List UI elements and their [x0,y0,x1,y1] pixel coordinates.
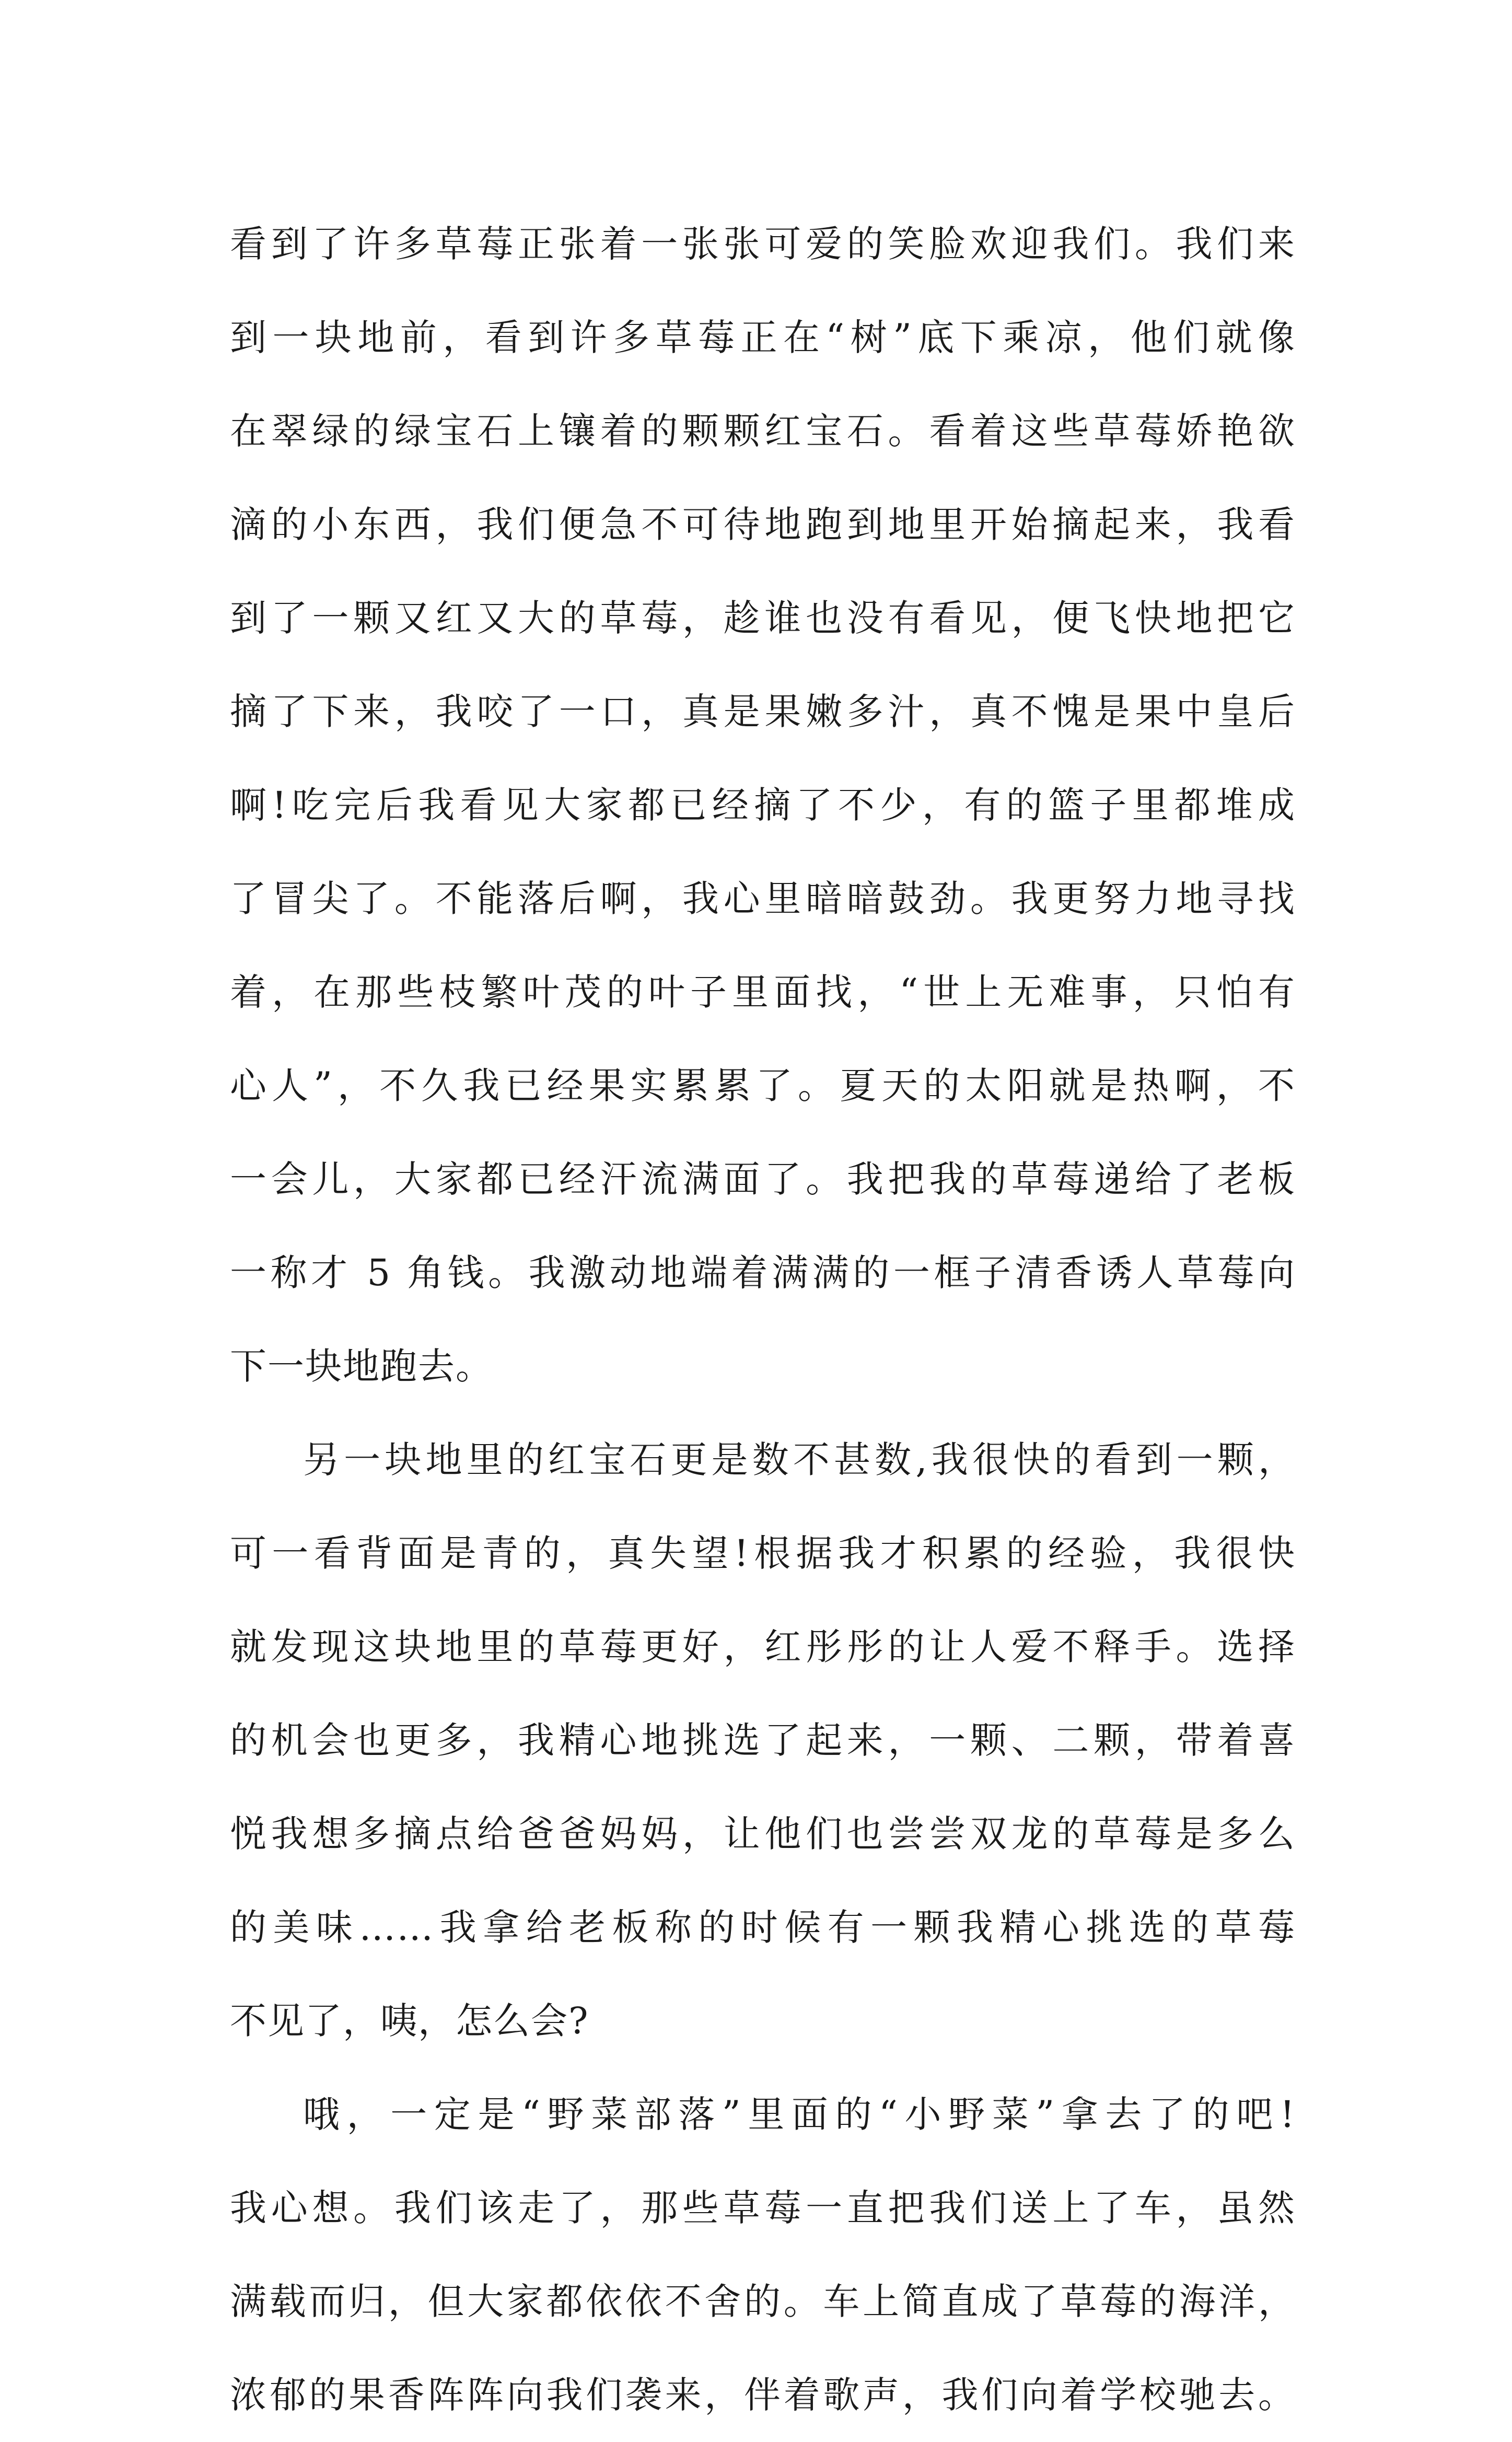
paragraph-3-line: 我心想。我们该走了，那些草莓一直把我们送上了车，虽然 [230,2187,1296,2229]
paragraph-2-line: 的美味……我拿给老板称的时候有一颗我精心挑选的草莓 [230,1906,1296,1949]
paragraph-1-line: 滴的小东西，我们便急不可待地跑到地里开始摘起来，我看 [230,503,1296,546]
document-body [230,197,1296,2442]
paragraph-2-line: 另一块地里的红宝石更是数不甚数,我很快的看到一颗， [303,1438,1296,1481]
paragraph-3-line: 浓郁的果香阵阵向我们袭来，伴着歌声，我们向着学校驰去。 [230,2374,1296,2416]
paragraph-2-line: 不见了，咦，怎么会? [230,1999,589,2042]
paragraph-2-line: 就发现这块地里的草莓更好，红彤彤的让人爱不释手。选择 [230,1625,1296,1668]
paragraph-1-line: 下一块地跑去。 [230,1345,493,1388]
paragraph-1-line: 了冒尖了。不能落后啊，我心里暗暗鼓劲。我更努力地寻找 [230,877,1296,920]
paragraph-3-line: 哦，一定是“野菜部落”里面的“小野菜”拿去了的吧! [303,2093,1296,2136]
paragraph-3-line: 满载而归，但大家都依依不舍的。车上简直成了草莓的海洋， [230,2280,1296,2323]
paragraph-2-line: 可一看背面是青的，真失望!根据我才积累的经验，我很快 [230,1532,1296,1575]
paragraph-1-line: 一称才 5 角钱。我激动地端着满满的一框子清香诱人草莓向 [230,1251,1296,1294]
paragraph-2-line: 悦我想多摘点给爸爸妈妈，让他们也尝尝双龙的草莓是多么 [230,1812,1296,1855]
paragraph-1-line: 到了一颗又红又大的草莓，趁谁也没有看见，便飞快地把它 [230,597,1296,639]
paragraph-1-line: 看到了许多草莓正张着一张张可爱的笑脸欢迎我们。我们来 [230,223,1296,265]
paragraph-1-line: 在翠绿的绿宝石上镶着的颗颗红宝石。看着这些草莓娇艳欲 [230,410,1296,452]
paragraph-1-line: 啊!吃完后我看见大家都已经摘了不少，有的篮子里都堆成 [230,784,1296,827]
paragraph-1-line: 一会儿，大家都已经汗流满面了。我把我的草莓递给了老板 [230,1158,1296,1201]
paragraph-1-line: 到一块地前，看到许多草莓正在“树”底下乘凉，他们就像 [230,316,1296,359]
paragraph-1-line: 心人”，不久我已经果实累累了。夏天的太阳就是热啊，不 [230,1064,1296,1107]
paragraph-1-line: 摘了下来，我咬了一口，真是果嫩多汁，真不愧是果中皇后 [230,690,1296,733]
paragraph-2-line: 的机会也更多，我精心地挑选了起来，一颗、二颗，带着喜 [230,1719,1296,1762]
paragraph-1-line: 着，在那些枝繁叶茂的叶子里面找，“世上无难事，只怕有 [230,971,1296,1014]
